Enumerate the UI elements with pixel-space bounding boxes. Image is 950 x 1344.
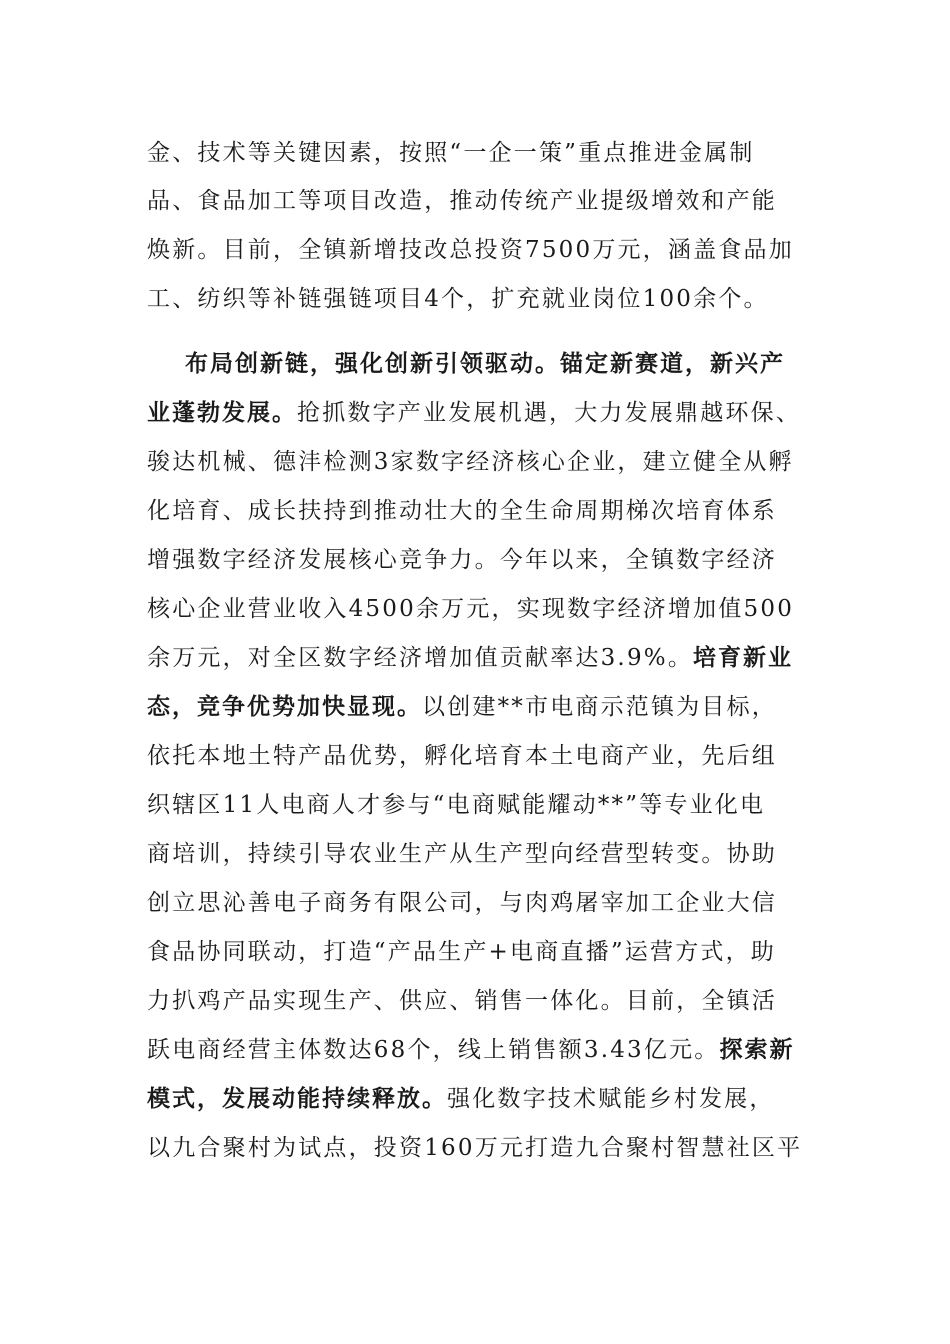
paragraph2-line-16 [147,1084,775,1114]
paragraph2-line-17: 以九合聚村为试点，投资160万元打造九合聚村智慧社区平 [147,1135,803,1161]
paragraph-text: 余万元，对全区数字经济增加值贡献率达3.9%。 [147,645,694,671]
paragraph-text: 跃电商经营主体数达68个，线上销售额3.43亿元。 [147,1037,720,1063]
subheading-new-business: 培育新业 [693,645,794,671]
paragraph2-line-15 [147,1035,794,1065]
paragraph2-line-10: 织辖区11人电商人才参与“电商赋能耀动**”等专业化电 [147,792,766,818]
paragraph2-line-2 [147,398,801,428]
paragraph2-line-9: 依托本地土特产品优势，孵化培育本土电商产业，先后组 [147,743,777,769]
paragraph2-line-6: 核心企业营业收入4500余万元，实现数字经济增加值500 [147,596,795,622]
subheading-emerging-industry: 业蓬勃发展。 [147,400,297,426]
paragraph2-line-3: 骏达机械、德沣检测3家数字经济核心企业，建立健全从孵 [147,449,794,475]
paragraph-text: 抢抓数字产业发展机遇，大力发展鼎越环保、 [297,400,801,426]
paragraph1-line-2: 品、食品加工等项目改造，推动传统产业提级增效和产能 [147,188,777,214]
paragraph-text: 以创建**市电商示范镇为目标， [422,694,777,720]
paragraph-text: 强化数字技术赋能乡村发展， [447,1086,775,1112]
subheading-new-model-cont: 模式，发展动能持续释放。 [147,1086,447,1112]
paragraph2-line-4: 化培育、成长扶持到推动壮大的全生命周期梯次培育体系 [147,498,777,524]
paragraph2-line-1 [185,349,785,379]
section-heading: 布局创新链，强化创新引领驱动。锚定新赛道，新兴产 [185,351,785,377]
paragraph1-line-3: 焕新。目前，全镇新增技改总投资7500万元，涵盖食品加 [147,237,794,263]
subheading-new-model: 探索新 [719,1037,795,1063]
paragraph2-line-14: 力扒鸡产品实现生产、供应、销售一体化。目前，全镇活 [147,988,777,1014]
paragraph2-line-13: 食品协同联动，打造“产品生产+电商直播”运营方式，助 [147,939,776,965]
paragraph2-line-7 [147,643,793,673]
paragraph2-line-8 [147,692,777,722]
paragraph2-line-12: 创立思沁善电子商务有限公司，与肉鸡屠宰加工企业大信 [147,890,777,916]
subheading-new-business-cont: 态，竞争优势加快显现。 [147,694,422,720]
paragraph1-line-4: 工、纺织等补链强链项目4个，扩充就业岗位100余个。 [147,286,769,312]
paragraph1-line-1: 金、技术等关键因素，按照“一企一策”重点推进金属制 [147,140,755,166]
paragraph2-line-11: 商培训，持续引导农业生产从生产型向经营型转变。协助 [147,841,777,867]
paragraph2-line-5: 增强数字经济发展核心竞争力。今年以来，全镇数字经济 [147,547,777,573]
